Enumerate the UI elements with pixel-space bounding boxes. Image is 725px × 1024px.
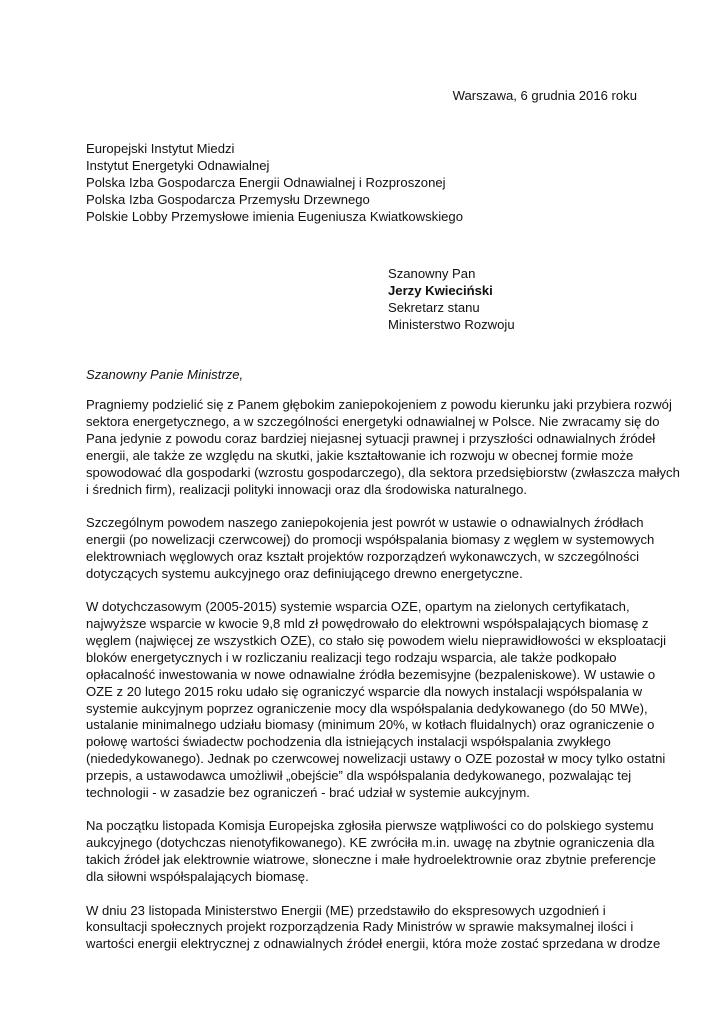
text-line: dotyczących systemu aukcyjnego oraz definiującego drewno energetyczne.: [86, 565, 523, 581]
text-line: konsultacji społecznych projekt rozporządzenia Rady Ministrów w sprawie maksymalnej ilości i: [86, 919, 634, 935]
recipient-greeting: Szanowny Pan: [388, 266, 476, 281]
paragraph: [86, 902, 661, 954]
salutation: Szanowny Panie Ministrze,: [86, 367, 244, 382]
text-line: technologii - w zasadzie bez ograniczeń - brać udział w systemie aukcyjnym.: [86, 785, 530, 801]
text-line: elektrowniach węglowych oraz kształt projektów rozporządzeń wykonawczych, w szczególności: [86, 548, 640, 564]
text-line: Pana jedynie z powodu coraz bardziej niejasnej sytuacji prawnej i przyszłości odnawialnych źródeł: [86, 430, 656, 446]
sender-line: Polska Izba Gospodarcza Przemysłu Drzewnego: [86, 192, 370, 207]
text-line: W dotychczasowym (2005-2015) systemie wsparcia OZE, opartym na zielonych certyfikatach,: [86, 599, 630, 615]
text-line: dla siłowni współspalających biomasę.: [86, 869, 309, 885]
text-line: Szczególnym powodem naszego zaniepokojenia jest powrót w ustawie o odnawialnych źródłach: [86, 514, 644, 530]
sender-line: Polska Izba Gospodarcza Energii Odnawialnej i Rozproszonej: [86, 175, 446, 190]
paragraph: [86, 599, 666, 802]
letter-date: Warszawa, 6 grudnia 2016 roku: [452, 88, 637, 103]
text-line: energii (po nowelizacji czerwcowej) do promocji współspalania biomasy z węglem w systemowych: [86, 531, 655, 547]
text-line: aukcyjnego (dotychczas nienotyfikowanego). KE zwróciła m.in. uwagę na zbytnie ograniczenia dla: [86, 835, 655, 851]
recipient-block: [388, 265, 515, 333]
text-line: najwyższe wsparcie w kwocie 9,8 mld zł powędrowało do elektrowni współspalających biomasę z: [86, 615, 649, 631]
text-line: przepis, a ustawodawca umożliwił „obejście” dla współspalania dedykowanego, pozwalając tej: [86, 768, 632, 784]
paragraph: [86, 818, 656, 886]
text-line: i średnich firm), realizacji polityki innowacji oraz dla środowiska naturalnego.: [86, 481, 528, 497]
text-line: połowę wartości świadectw pochodzenia dla istniejących instalacji współspalania zwykłego: [86, 734, 611, 750]
text-line: systemie aukcyjnym poprzez ograniczenie mocy dla współspalania dedykowanego (do 50 MWe),: [86, 700, 648, 716]
sender-line: Instytut Energetyki Odnawialnej: [86, 158, 270, 173]
recipient-ministry: Ministerstwo Rozwoju: [388, 317, 515, 332]
text-line: Pragniemy podzielić się z Panem głębokim zaniepokojeniem z powodu kierunku jaki przybiera rozwój: [86, 397, 672, 412]
text-line: węglem (najwięcej ze wszystkich OZE), co stało się powodem wielu nieprawidłowości w eksploatacji: [86, 632, 666, 648]
text-line: energii, ale także ze względu na skutki, jakie kształtowanie ich rozwoju w obecnej formie może: [86, 447, 634, 463]
text-line: bloków energetycznych i w rozliczaniu realizacji tego rodzaju wsparcia, ale także podkopało: [86, 649, 617, 665]
text-line: Na początku listopada Komisja Europejska zgłosiła pierwsze wątpliwości co do polskiego systemu: [86, 818, 654, 834]
sender-line: Polskie Lobby Przemysłowe imienia Eugeniusza Kwiatkowskiego: [86, 209, 463, 224]
text-line: opłacalność inwestowania w nowe odnawialne źródła bezemisyjne (bezpaleniskowe). W ustawie o: [86, 666, 656, 682]
paragraph: [86, 397, 680, 498]
text-line: spowodować dla gospodarki (wzrostu gospodarczego), dla sektora przedsiębiorstw (zwłaszcza małych: [86, 464, 680, 480]
recipient-title: Sekretarz stanu: [388, 300, 480, 315]
text-line: W dniu 23 listopada Ministerstwo Energii (ME) przedstawiło do ekspresowych uzgodnień i: [86, 902, 606, 918]
text-line: (niededykowanego). Jednak po czerwcowej nowelizacji ustawy o OZE pozostał w mocy tylko ostatni: [86, 751, 666, 767]
text-line: OZE z 20 lutego 2015 roku udało się ograniczyć wsparcie dla nowych instalacji współspalania w: [86, 683, 643, 699]
sender-list: [86, 140, 463, 225]
text-line: sektora energetycznego, a w szczególności energetyki odnawialnej w Polsce. Nie zwracamy się do: [86, 413, 660, 429]
text-line: ustalanie minimalnego udziału biomasy (minimum 20%, w kotłach fluidalnych) oraz ograniczenie o: [86, 717, 655, 733]
recipient-name: Jerzy Kwieciński: [388, 283, 493, 298]
paragraph: [86, 514, 655, 583]
text-line: takich źródeł jak elektrownie wiatrowe, słoneczne i małe hydroelektrownie oraz zbytnie preferencje: [86, 852, 656, 868]
letter-body: [86, 397, 680, 970]
text-line: wartości energii elektrycznej z odnawialnych źródeł energii, która może zostać sprzedana w drodze: [86, 936, 661, 952]
sender-line: Europejski Instytut Miedzi: [86, 141, 235, 156]
